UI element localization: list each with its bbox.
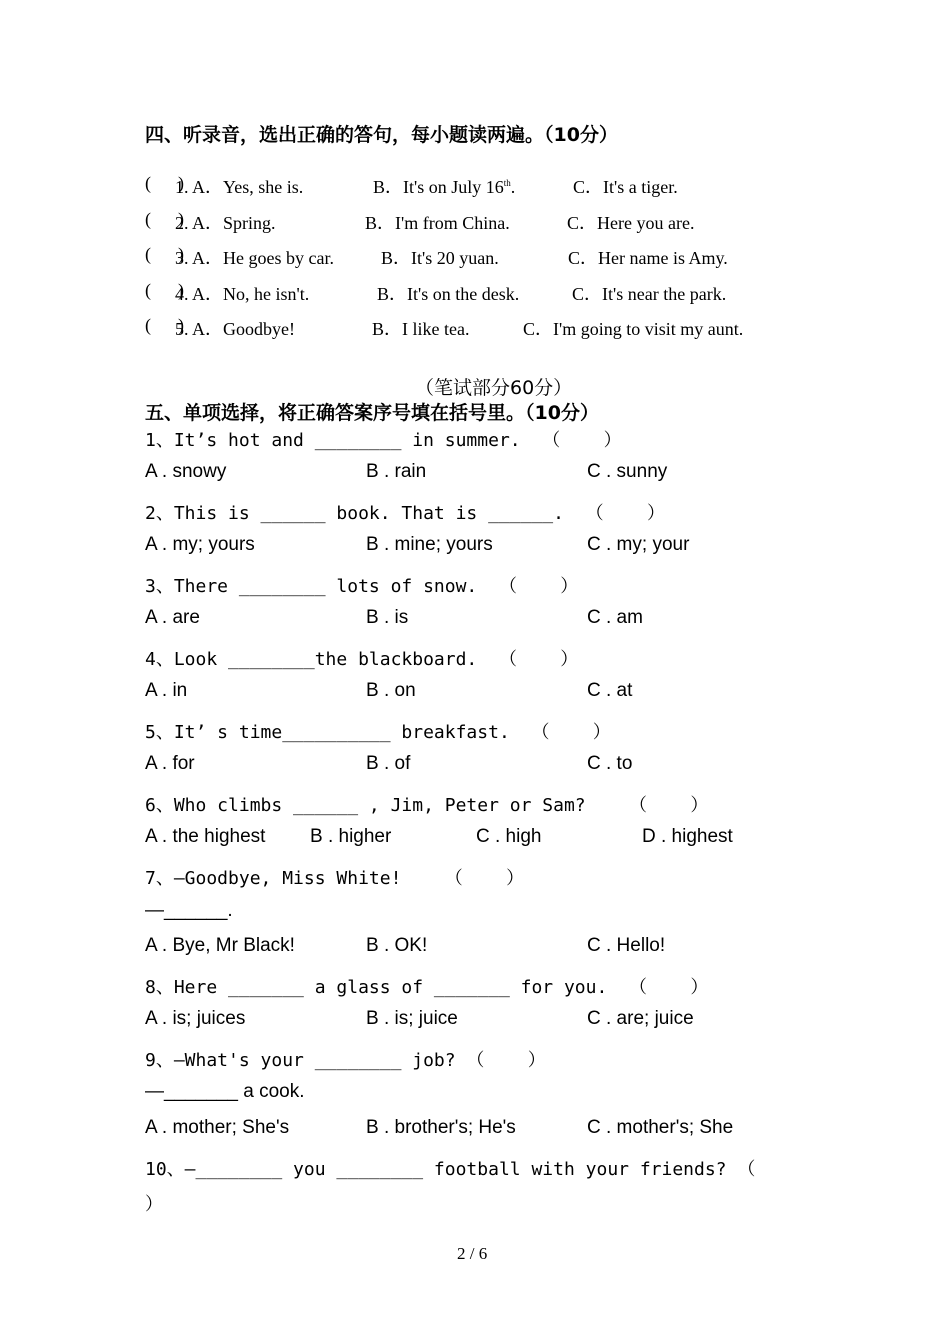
q4-option-c: C . at: [587, 680, 633, 701]
q6-option-d: D . highest: [642, 826, 733, 847]
question-10-cont: ）: [145, 1194, 163, 1215]
q8-option-b: B . is; juice: [366, 1008, 458, 1029]
answer-paren: ( ): [145, 209, 184, 229]
q5-option-c: C . to: [587, 753, 633, 774]
q2-option-b: B . mine; yours: [366, 534, 493, 555]
answer-paren: ( ): [145, 315, 184, 335]
q3-option-b: B . is: [366, 607, 409, 628]
q8-option-c: C . are; juice: [587, 1008, 694, 1029]
q2-option-c: C . my; your: [587, 534, 690, 555]
q7-reply: —______.: [145, 900, 233, 921]
option-b: B．It's 20 yuan.: [381, 248, 499, 268]
q1-option-b: B . rain: [366, 461, 427, 482]
q9-reply: —_______ a cook.: [145, 1081, 305, 1102]
option-c: C．I'm going to visit my aunt.: [523, 319, 744, 339]
option-a: 4. A．No, he isn't.: [175, 284, 310, 304]
q2-option-a: A . my; yours: [145, 534, 255, 555]
q7-option-c: C . Hello!: [587, 935, 666, 956]
option-b: B．It's on the desk.: [377, 284, 520, 304]
option-a: 5. A．Goodbye!: [175, 319, 295, 339]
q5-option-b: B . of: [366, 753, 411, 774]
question-4: 4、Look ________the blackboard. （ ）: [145, 649, 579, 670]
answer-paren: ( ): [145, 244, 184, 264]
option-a: 1. A．Yes, she is.: [175, 177, 304, 197]
option-c: C．It's near the park.: [572, 284, 727, 304]
question-8: 8、Here _______ a glass of _______ for you. （ ）: [145, 977, 709, 998]
q3-option-c: C . am: [587, 607, 643, 628]
q1-option-a: A . snowy: [145, 461, 227, 482]
question-6: 6、Who climbs ______ , Jim, Peter or Sam? （ ）: [145, 795, 709, 816]
page-number: 2 / 6: [457, 1244, 488, 1263]
answer-paren: ( ): [145, 173, 184, 193]
option-b: B．I like tea.: [372, 319, 470, 339]
q3-option-a: A . are: [145, 607, 200, 628]
q8-option-a: A . is; juices: [145, 1008, 246, 1029]
q9-option-b: B . brother's; He's: [366, 1117, 516, 1138]
q6-option-b: B . higher: [310, 826, 392, 847]
q7-option-b: B . OK!: [366, 935, 428, 956]
q5-option-a: A . for: [145, 753, 195, 774]
option-c: C．Here you are.: [567, 213, 695, 233]
option-b: B．I'm from China.: [365, 213, 510, 233]
q4-option-a: A . in: [145, 680, 188, 701]
option-c: C．Her name is Amy.: [568, 248, 728, 268]
question-10: 10、—________ you ________ football with your friends? （: [145, 1159, 756, 1180]
section4-title: 四、听录音，选出正确的答句，每小题读两遍。（10分）: [145, 124, 618, 146]
question-9: 9、—What's your ________ job? （ ）: [145, 1050, 546, 1071]
option-b: B．It's on July 16th.: [373, 177, 516, 197]
question-2: 2、This is ______ book. That is ______. （ ）: [145, 503, 665, 524]
q9-option-a: A . mother; She's: [145, 1117, 290, 1138]
section5-title: 五、单项选择，将正确答案序号填在括号里。（10分）: [145, 402, 599, 424]
question-1: 1、It’s hot and ________ in summer. （ ）: [145, 430, 622, 451]
q6-option-a: A . the highest: [145, 826, 266, 847]
question-7: 7、—Goodbye, Miss White! （ ）: [145, 868, 525, 889]
q6-option-c: C . high: [476, 826, 542, 847]
q7-option-a: A . Bye, Mr Black!: [145, 935, 295, 956]
question-5: 5、It’ s time__________ breakfast. （ ）: [145, 722, 611, 743]
question-3: 3、There ________ lots of snow. （ ）: [145, 576, 579, 597]
option-a: 2. A．Spring.: [175, 213, 276, 233]
answer-paren: ( ): [145, 280, 184, 300]
written-part-label: （笔试部分60分）: [415, 377, 573, 399]
q4-option-b: B . on: [366, 680, 416, 701]
option-a: 3. A．He goes by car.: [175, 248, 334, 268]
option-c: C．It's a tiger.: [573, 177, 678, 197]
q1-option-c: C . sunny: [587, 461, 668, 482]
q9-option-c: C . mother's; She: [587, 1117, 734, 1138]
